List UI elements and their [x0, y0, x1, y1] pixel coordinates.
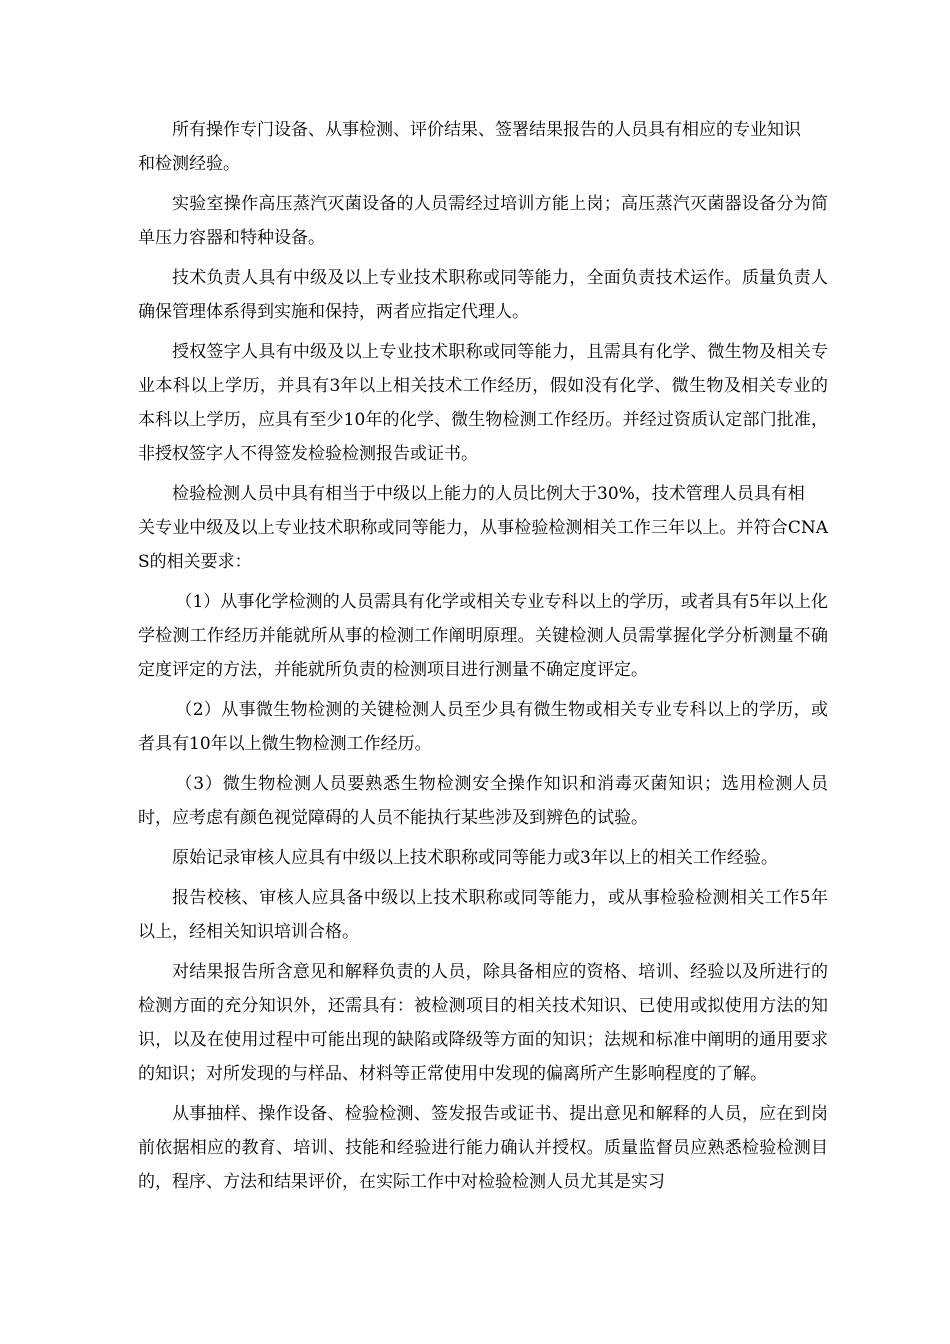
- paragraph-3: 技术负责人具有中级及以上专业技术职称或同等能力，全面负责技术运作。质量负责人确保管理体系得到实施和保持，两者应指定代理人。: [138, 268, 828, 322]
- document-body: [138, 113, 828, 1205]
- list-item-2: （2）从事微生物检测的关键检测人员至少具有微生物或相关专业专科以上的学历，或者具有10年以上微生物检测工作经历。: [138, 700, 828, 754]
- paragraph-5b: 关专业中级及以上专业技术职称或同等能力，从事检验检测相关工作三年以上。并符合CNAS的相关要求：: [138, 518, 828, 572]
- paragraph-5a: 检验检测人员中具有相当于中级以上能力的人员比例大于30%，技术管理人员具有相: [172, 484, 805, 504]
- paragraph-6: 原始记录审核人应具有中级以上技术职称或同等能力或3年以上的相关工作经验。: [172, 848, 778, 868]
- paragraph-9: 从事抽样、操作设备、检验检测、签发报告或证书、提出意见和解释的人员，应在到岗前依据相应的教育、培训、技能和经验进行能力确认并授权。质量监督员应熟悉检验检测目的，程序、方法和结果评价，在实际工作中对检验检测人员尤其是实习: [138, 1104, 828, 1192]
- paragraph-1a: 所有操作专门设备、从事检测、评价结果、签署结果报告的人员具有相应的专业知识: [172, 120, 801, 140]
- paragraph-4: 授权签字人具有中级及以上专业技术职称或同等能力，且需具有化学、微生物及相关专业本科以上学历，并具有3年以上相关技术工作经历，假如没有化学、微生物及相关专业的本科以上学历，应具有至少10年的化学、微生物检测工作经历。并经过资质认定部门批准，非授权签字人不得签发检验检测报告或证书。: [138, 342, 828, 464]
- paragraph-8: 对结果报告所含意见和解释负责的人员，除具备相应的资格、培训、经验以及所进行的检测方面的充分知识外，还需具有：被检测项目的相关技术知识、已使用或拟使用方法的知识，以及在使用过程中可能出现的缺陷或降级等方面的知识；法规和标准中阐明的通用要求的知识；对所发现的与样品、材料等正常使用中发现的偏离所产生影响程度的了解。: [138, 962, 828, 1084]
- list-item-3: （3）微生物检测人员要熟悉生物检测安全操作知识和消毒灭菌知识；选用检测人员时，应考虑有颜色视觉障碍的人员不能执行某些涉及到辨色的试验。: [138, 774, 828, 828]
- paragraph-2: 实验室操作高压蒸汽灭菌设备的人员需经过培训方能上岗；高压蒸汽灭菌器设备分为简单压力容器和特种设备。: [138, 194, 828, 248]
- paragraph-7: 报告校核、审核人应具备中级以上技术职称或同等能力，或从事检验检测相关工作5年以上，经相关知识培训合格。: [138, 888, 828, 942]
- paragraph-1b: 和检测经验。: [138, 154, 240, 174]
- list-item-1: （1）从事化学检测的人员需具有化学或相关专业专科以上的学历，或者具有5年以上化学检测工作经历并能就所从事的检测工作阐明原理。关键检测人员需掌握化学分析测量不确定度评定的方法，并能就所负责的检测项目进行测量不确定度评定。: [138, 592, 828, 680]
